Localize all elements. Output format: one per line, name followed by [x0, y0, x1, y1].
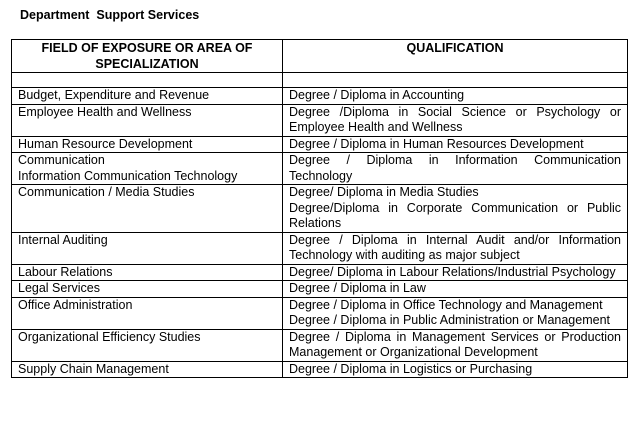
field-cell	[12, 88, 283, 105]
field-cell	[12, 153, 283, 185]
qualification-text: Degree/Diploma in Corporate Communication or Public Relations	[289, 200, 621, 230]
table-header-row	[12, 40, 628, 73]
qualification-cell	[283, 361, 628, 378]
qualification-text: Degree / Diploma in Management Services or Production Management or Organizational Development	[289, 329, 621, 359]
field-cell	[12, 361, 283, 378]
table-row	[12, 153, 628, 185]
qualification-text: Degree / Diploma in Logistics or Purchasing	[289, 361, 533, 376]
qualification-text: Degree / Diploma in Internal Audit and/or Information Technology with auditing as major subject	[289, 232, 621, 262]
qualification-cell	[283, 136, 628, 153]
qualification-column-header: QUALIFICATION	[283, 40, 628, 73]
qualification-cell	[283, 232, 628, 264]
field-cell	[12, 281, 283, 298]
qualification-cell	[283, 153, 628, 185]
field-text: Internal Auditing	[18, 232, 108, 247]
qualification-text: Degree / Diploma in Accounting	[289, 88, 465, 102]
qualification-text: Degree / Diploma in Office Technology and Management	[289, 297, 603, 312]
field-text: Communication	[18, 153, 105, 167]
qualification-cell	[283, 281, 628, 298]
table-row	[12, 361, 628, 378]
table-row	[12, 281, 628, 298]
table-row	[12, 104, 628, 136]
qualification-cell	[283, 264, 628, 281]
qualification-cell	[283, 104, 628, 136]
page-title: Department Support Services	[20, 8, 200, 22]
qualification-text: Degree / Diploma in Law	[289, 281, 426, 295]
field-text: Supply Chain Management	[18, 361, 169, 376]
table-row	[12, 185, 628, 233]
qualification-cell	[283, 88, 628, 105]
table-row	[12, 136, 628, 153]
field-text: Office Administration	[18, 297, 133, 312]
field-cell	[12, 232, 283, 264]
table-row	[12, 329, 628, 361]
field-cell	[12, 185, 283, 233]
field-text: Human Resource Development	[18, 136, 193, 151]
field-cell	[12, 104, 283, 136]
qualification-text: Degree /Diploma in Social Science or Psychology or Employee Health and Wellness	[289, 104, 621, 134]
qualification-cell	[283, 185, 628, 233]
field-cell	[12, 136, 283, 153]
field-text: Communication / Media Studies	[18, 185, 195, 199]
table-row	[12, 297, 628, 329]
field-cell	[12, 297, 283, 329]
field-text: Budget, Expenditure and Revenue	[18, 88, 210, 102]
field-text: Labour Relations	[18, 264, 113, 279]
qualification-text: Degree / Diploma in Public Administration or Management	[289, 313, 610, 327]
spacer-row	[12, 73, 628, 88]
qualification-text: Degree/ Diploma in Labour Relations/Industrial Psychology	[289, 264, 616, 279]
qualification-cell	[283, 329, 628, 361]
field-text: Legal Services	[18, 281, 100, 295]
spacer-cell	[12, 73, 283, 88]
field-cell	[12, 329, 283, 361]
qualification-text: Degree / Diploma in Human Resources Development	[289, 136, 584, 151]
spacer-cell	[283, 73, 628, 88]
field-cell	[12, 264, 283, 281]
qualification-text: Degree/ Diploma in Media Studies	[289, 185, 479, 199]
field-text: Information Communication Technology	[18, 168, 238, 183]
specialization-table	[11, 39, 628, 378]
field-text: Organizational Efficiency Studies	[18, 329, 201, 344]
qualification-text: Degree / Diploma in Information Communication Technology	[289, 153, 621, 183]
table-row	[12, 88, 628, 105]
table-row	[12, 264, 628, 281]
field-column-header: FIELD OF EXPOSURE OR AREA OF SPECIALIZATION	[12, 40, 283, 73]
table-row	[12, 232, 628, 264]
qualification-cell	[283, 297, 628, 329]
field-text: Employee Health and Wellness	[18, 104, 192, 119]
